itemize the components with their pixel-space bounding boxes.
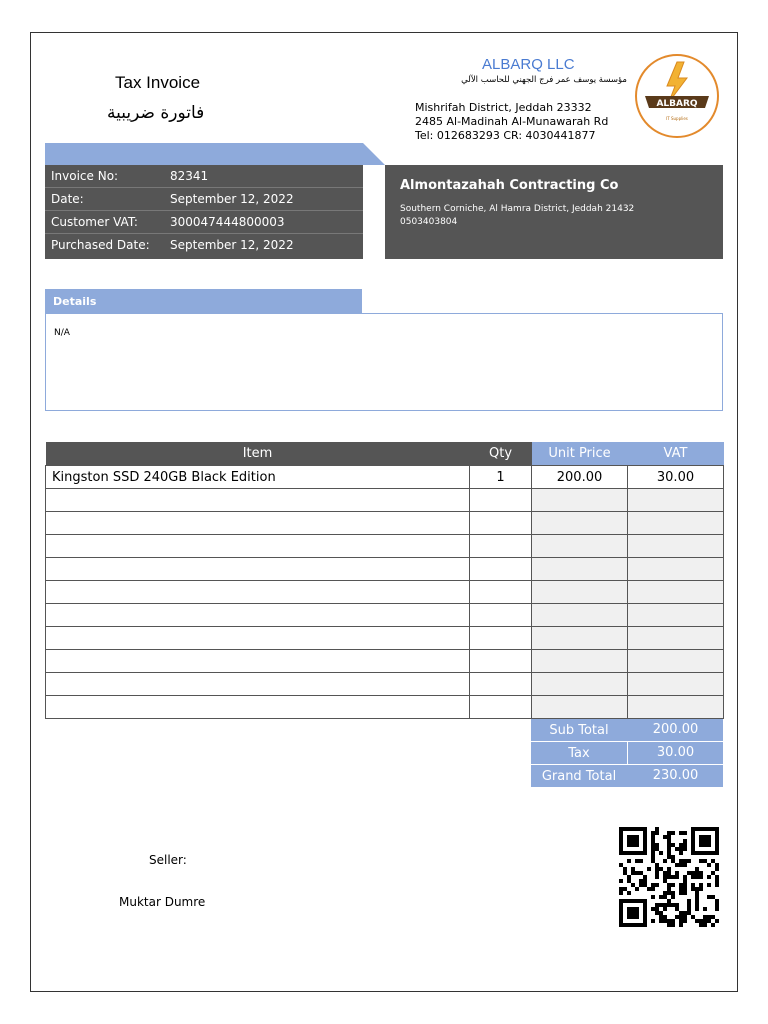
unit-price-cell [532, 650, 628, 673]
tax-value: 30.00 [656, 745, 695, 760]
item-cell [46, 627, 470, 650]
unit-price-cell [532, 696, 628, 719]
invoice-number-row [45, 165, 363, 188]
details-text: N/A [54, 328, 70, 338]
qty-cell [470, 558, 532, 581]
customer-address: Southern Corniche, Al Hamra District, Jeddah 21432 [400, 204, 635, 214]
customer-panel [385, 165, 723, 259]
seller-label: Seller: [149, 853, 187, 867]
company-name: ALBARQ LLC [482, 56, 575, 73]
vat-cell [628, 489, 724, 512]
details-heading [45, 289, 362, 313]
logo-text: ALBARQ [656, 99, 698, 109]
qty-column-header: Qty [470, 442, 532, 466]
customer-vat-row [45, 211, 363, 234]
seller-name: Muktar Dumre [119, 895, 206, 909]
table-row [46, 489, 724, 512]
tax-row [531, 742, 723, 765]
table-row [46, 512, 724, 535]
item-cell [46, 673, 470, 696]
company-address-line1: Mishrifah District, Jeddah 23332 [415, 101, 592, 114]
item-cell [46, 696, 470, 719]
invoice-number-value: 82341 [170, 169, 209, 183]
items-table [45, 442, 724, 719]
table-row [46, 604, 724, 627]
invoice-info-panel [45, 165, 363, 259]
item-cell [46, 535, 470, 558]
table-row [46, 696, 724, 719]
logo-subtext: IT Supplies [666, 116, 688, 121]
invoice-title-en: Tax Invoice [115, 73, 201, 92]
vat-cell [628, 696, 724, 719]
qty-cell [470, 696, 532, 719]
company-logo [635, 54, 719, 138]
grand-total-row [531, 765, 723, 788]
unit-price-cell [532, 558, 628, 581]
customer-phone: 0503403804 [400, 217, 458, 227]
unit-price-cell [532, 512, 628, 535]
qty-cell [470, 650, 532, 673]
invoice-number-label: Invoice No: [51, 169, 119, 183]
unit-price-cell [532, 489, 628, 512]
table-row [46, 650, 724, 673]
invoice-date-label: Date: [51, 192, 84, 206]
unit-price-cell [532, 535, 628, 558]
details-box [45, 313, 723, 411]
company-name-ar: مؤسسة يوسف عمر فرج الجهني للحاسب الآلي [461, 75, 627, 85]
item-cell: Kingston SSD 240GB Black Edition [46, 466, 470, 489]
vat-cell [628, 673, 724, 696]
table-row [46, 627, 724, 650]
customer-vat-value: 300047444800003 [170, 215, 285, 229]
qty-cell [470, 489, 532, 512]
invoice-date-value: September 12, 2022 [170, 192, 294, 206]
customer-name: Almontazahah Contracting Co [400, 178, 619, 193]
unit-price-cell: 200.00 [532, 466, 628, 489]
purchased-date-label: Purchased Date: [51, 238, 150, 252]
customer-vat-label: Customer VAT: [51, 215, 138, 229]
unit-price-cell [532, 604, 628, 627]
grand-total-value: 230.00 [652, 768, 699, 783]
unit-price-cell [532, 627, 628, 650]
invoice-date-row [45, 188, 363, 211]
table-row [46, 558, 724, 581]
tax-label: Tax [568, 746, 590, 761]
item-cell [46, 650, 470, 673]
vat-cell [628, 558, 724, 581]
vat-cell [628, 650, 724, 673]
unit-price-cell [532, 581, 628, 604]
lightning-bolt-icon [637, 56, 717, 136]
company-address [415, 101, 608, 143]
item-cell [46, 581, 470, 604]
item-column-header: Item [46, 442, 470, 466]
invoice-title-ar: فاتورة ضريبية [107, 103, 205, 123]
totals-panel [531, 719, 723, 788]
vat-column-header: VAT [628, 442, 724, 466]
qty-cell [470, 535, 532, 558]
vat-cell [628, 581, 724, 604]
invoice-page [30, 32, 738, 992]
vat-cell [628, 627, 724, 650]
qty-cell [470, 604, 532, 627]
table-row [46, 466, 724, 489]
qr-code-icon [619, 823, 723, 933]
customer-address-block [400, 203, 634, 229]
vat-cell [628, 604, 724, 627]
qty-cell [470, 627, 532, 650]
item-cell [46, 558, 470, 581]
purchased-date-row [45, 234, 363, 257]
header-tab-shape [45, 143, 385, 165]
vat-cell [628, 512, 724, 535]
qty-cell [470, 673, 532, 696]
table-row [46, 581, 724, 604]
company-contact: Tel: 012683293 CR: 4030441877 [415, 129, 596, 142]
vat-cell: 30.00 [628, 466, 724, 489]
unit-price-cell [532, 673, 628, 696]
subtotal-row [531, 719, 723, 742]
vat-cell [628, 535, 724, 558]
item-cell [46, 512, 470, 535]
subtotal-label: Sub Total [549, 723, 609, 738]
qty-cell [470, 512, 532, 535]
table-row [46, 535, 724, 558]
items-table-header [46, 442, 724, 466]
purchased-date-value: September 12, 2022 [170, 238, 294, 252]
company-address-line2: 2485 Al-Madinah Al-Munawarah Rd [415, 115, 609, 128]
table-row [46, 673, 724, 696]
qty-cell: 1 [470, 466, 532, 489]
details-heading-label: Details [53, 295, 97, 308]
unit-price-column-header: Unit Price [532, 442, 628, 466]
qty-cell [470, 581, 532, 604]
subtotal-value: 200.00 [652, 722, 699, 737]
item-cell [46, 604, 470, 627]
item-cell [46, 489, 470, 512]
grand-total-label: Grand Total [541, 769, 617, 784]
